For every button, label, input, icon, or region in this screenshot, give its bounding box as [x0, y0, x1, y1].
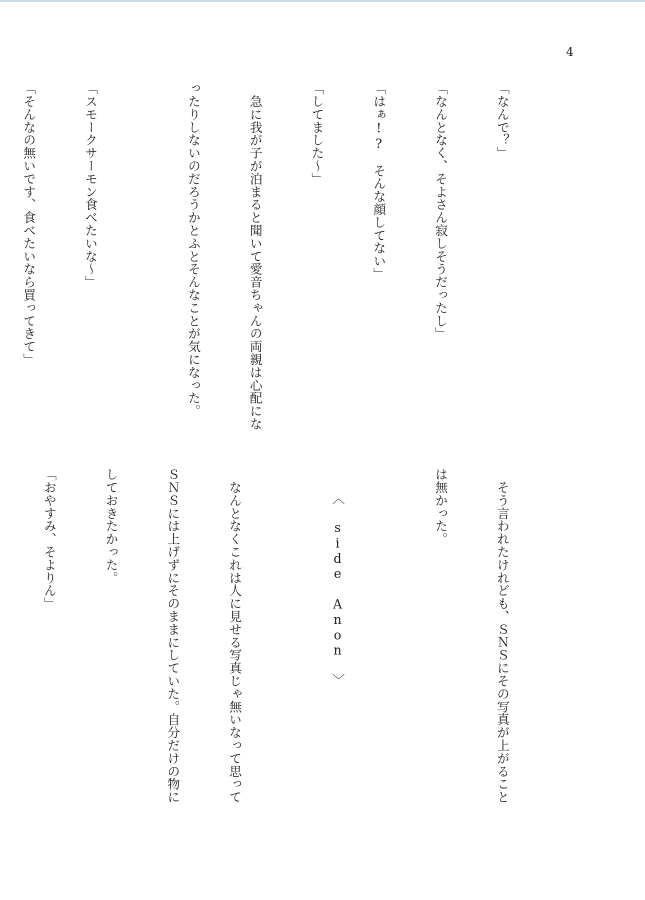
text-line: は無かった。 [433, 468, 449, 546]
page-number: 4 [566, 45, 574, 59]
text-line: 急に我が子が泊まると聞いて愛音ちゃんの両親は心配にな [247, 82, 263, 431]
text-line: 「そんなの無いです、食べたいなら買ってきて」 [21, 82, 37, 366]
text-line: 「スモークサーモン食べたいな～」 [82, 82, 98, 289]
text-line: そう言われたけれども、ＳＮＳにその写真が上がること [494, 468, 510, 804]
text-line: しておきたかった。 [103, 468, 119, 585]
text-line: 「はぁ!? そんな顔してない」 [371, 82, 387, 281]
lower-text-block [0, 468, 553, 848]
text-line: ＳＮＳには上げずにそのままにしていた。自分だけの物に [165, 468, 181, 804]
text-line: 「してました～」 [309, 82, 325, 186]
text-line: 「なんとなく、そよさん寂しそうだったし」 [433, 82, 449, 340]
text-line: 「おやすみ、そよりん」 [41, 468, 57, 610]
text-line: ったりしないのだろうかとふとそんなことが気になった。 [185, 82, 201, 418]
upper-text-block [0, 82, 553, 462]
text-line: 「なんで？」 [494, 82, 510, 160]
text-line: なんとなくこれは人に見せる写真じゃ無いなって思って [227, 468, 243, 804]
section-heading: 〈 side Anon 〉 [330, 492, 346, 687]
